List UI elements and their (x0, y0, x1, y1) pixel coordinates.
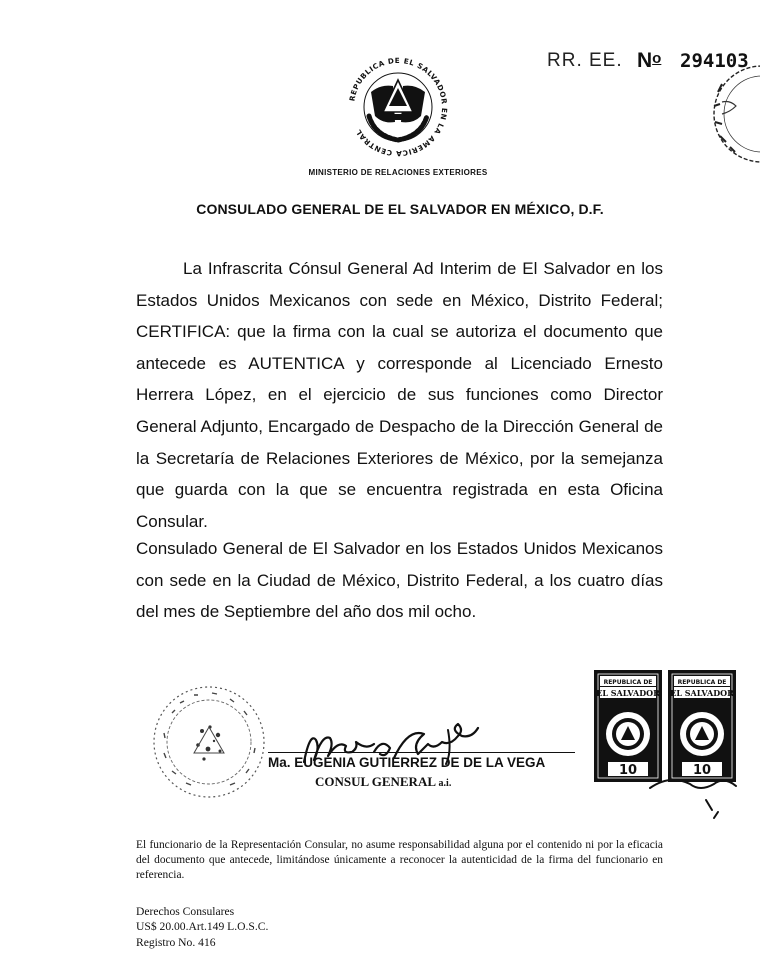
consular-round-seal-icon (150, 683, 268, 801)
disclaimer-note: El funcionario de la Representación Consular, no asume responsabilidad alguna por el contenido ni por la eficacia del documento que antecede, limitándose únicamente a reconocer la autenticidad de la firma del funcionario en referencia. (136, 839, 663, 881)
stamp-country: EL SALVADOR (670, 688, 734, 698)
fees-title: Derechos Consulares (136, 905, 235, 918)
place-date-paragraph: Consulado General de El Salvador en los Estados Unidos Mexicanos con sede en la Ciudad de México, Distrito Federal, a los cuatro días del mes de Septiembre del año dos mil ocho. (136, 539, 663, 622)
revenue-stamp-icon (668, 670, 736, 782)
consulate-title: CONSULADO GENERAL DE EL SALVADOR EN MÉXICO, D.F. (196, 201, 604, 217)
stamp-country-top: REPUBLICA DE (677, 679, 727, 686)
certification-paragraph: La Infrascrita Cónsul General Ad Interim de El Salvador en los Estados Unidos Mexicanos con sede en México, Distrito Federal; CERTIFICA: que la firma con la cual se autoriza el documento que antecede es AUTENTICA y corresponde al Licenciado Ernesto Herrera López, en el ejercicio de sus funciones como Director General Adjunto, Encargado de Despacho de la Dirección General de la Secretaría de Relaciones Exteriores de México, por la semejanza que guarda con la que se encuentra registrada en esta Oficina Consular. (136, 259, 663, 531)
signatory-name: Ma. EUGENIA GUTIERREZ DE DE LA VEGA (268, 755, 546, 770)
revenue-stamps (590, 668, 760, 828)
ministry-name: MINISTERIO DE RELACIONES EXTERIORES (308, 168, 488, 177)
revenue-stamp-icon (594, 670, 662, 782)
stamp-value: 10 (618, 763, 638, 778)
folio-number: 294103 (680, 50, 749, 72)
rr-ee-label: RR. EE. (547, 50, 623, 71)
national-coat-of-arms-icon (343, 52, 453, 162)
number-suffix: o (652, 50, 662, 67)
signatory-title-suffix: a.i. (438, 778, 452, 789)
signatory-title (315, 774, 451, 790)
stamp-value: 10 (692, 763, 712, 778)
signatory-title-main: CONSUL GENERAL (315, 774, 436, 789)
signature-line (268, 752, 575, 753)
stamp-country-top: REPUBLICA DE (603, 679, 653, 686)
stamp-country: EL SALVADOR (596, 688, 660, 698)
registry-number: Registro No. 416 (136, 935, 216, 949)
emblem-ring-text: REPUBLICA DE EL SALVADOR EN LA AMERICA CENTRAL (347, 55, 450, 159)
number-prefix: N (637, 49, 653, 72)
number-sign (637, 49, 661, 73)
consular-fees (136, 904, 268, 950)
partial-stamp-icon (700, 62, 760, 182)
fees-amount: US$ 20.00.Art.149 L.O.S.C. (136, 920, 269, 934)
